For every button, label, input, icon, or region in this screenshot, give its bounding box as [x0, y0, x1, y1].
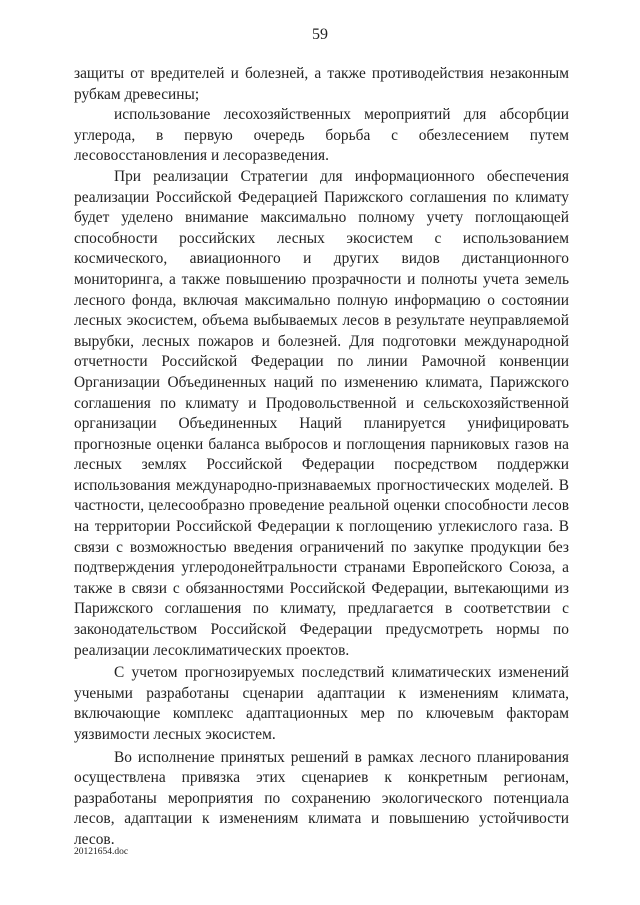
paragraph-1: защиты от вредителей и болезней, а также противодействия незаконным рубкам древесины; — [74, 65, 569, 103]
paragraph-4: С учетом прогнозируемых последствий климатических изменений учеными разработаны сценарии адаптации к изменениям климата, включающие комплекс адаптационных мер по ключевым факторам уязвимости лесных экосистем. — [74, 664, 569, 743]
paragraph-2: использование лесохозяйственных мероприятий для абсорбции углерода, в первую очередь борьба с обезлесением путем лесовосстановления и лесоразведения. — [74, 106, 569, 165]
page-number: 59 — [312, 26, 328, 43]
file-name-footer: 20121654.doc — [74, 847, 129, 857]
paragraph-5: Во исполнение принятых решений в рамках лесного планирования осуществлена привязка этих сценариев к конкретным регионам, разработаны мероприятия по сохранению экологического потенциала лесов, адаптации к изменениям климата и повышению устойчивости лесов. — [74, 748, 569, 848]
paragraph-3: При реализации Стратегии для информационного обеспечения реализации Российской Федерацией Парижского соглашения по климату будет уделено внимание максимально полному учету поглощающей способности российских лесных экосистем с использованием космического, авиационного и других видов дистанционного мониторинга, а также повышению прозрачности и полноты учета земель лесного фонда, включая максимально полную информацию о состоянии лесных экосистем, объема выбываемых лесов в результате неуправляемой вырубки, лесных пожаров и болезней. Для подготовки международной отчетности Российской Федерации по линии Рамочной конвенции Организации Объединенных наций по изменению климата, Парижского соглашения по климату и Продовольственной и сельскохозяйственной организации Объединенных Наций планируется унифицировать прогнозные оценки баланса выбросов и поглощения парниковых газов на лесных землях Российской Федерации посредством поддержки использования международно-признаваемых прогностических моделей. В частности, целесообразно проведение реальной оценки способности лесов на территории Российской Федерации к поглощению углекислого газа. В связи с возможностью введения ограничений по закупке продукции без подтверждения углеродонейтральности странами Европейского Союза, а также в связи с обязанностями Российской Федерации, вытекающими из Парижского соглашения по климату, предлагается в соответствии с законодательством Российской Федерации предусмотреть нормы по реализации лесоклиматических проектов. — [74, 167, 569, 659]
body-text — [74, 64, 569, 851]
